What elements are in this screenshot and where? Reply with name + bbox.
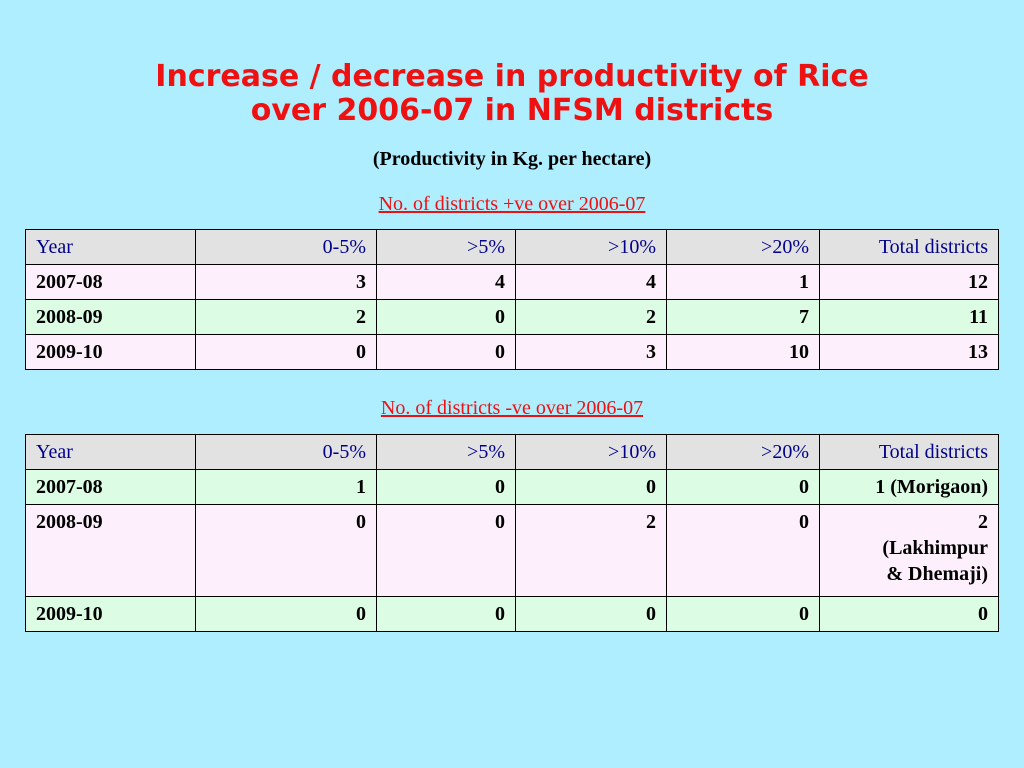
- column-header: >10%: [516, 230, 667, 265]
- table-cell: 11: [820, 300, 999, 335]
- table-cell: 3: [516, 335, 667, 370]
- table-cell: 2: [196, 300, 377, 335]
- title-line-1: Increase / decrease in productivity of Rice: [155, 59, 869, 94]
- table-cell: 0: [196, 335, 377, 370]
- table-header-row: [26, 230, 999, 265]
- table-cell: 12: [820, 265, 999, 300]
- table-cell: 1: [196, 470, 377, 505]
- table-cell: 0: [377, 597, 516, 632]
- column-header: >10%: [516, 435, 667, 470]
- table-row: [26, 335, 999, 370]
- table-cell: 2: [516, 505, 667, 597]
- table-cell: 0: [196, 597, 377, 632]
- table-cell: 4: [377, 265, 516, 300]
- table-cell: 0: [196, 505, 377, 597]
- year-cell: 2007-08: [26, 470, 196, 505]
- column-header: >20%: [667, 435, 820, 470]
- table-cell: 0: [377, 300, 516, 335]
- table-cell: 0: [667, 505, 820, 597]
- table-cell: 2: [516, 300, 667, 335]
- table-row: [26, 265, 999, 300]
- table-cell: 1 (Morigaon): [820, 470, 999, 505]
- year-cell: 2009-10: [26, 597, 196, 632]
- table-cell: 0: [377, 335, 516, 370]
- table-row: [26, 597, 999, 632]
- column-header: >20%: [667, 230, 820, 265]
- table-cell: 3: [196, 265, 377, 300]
- year-cell: 2008-09: [26, 300, 196, 335]
- column-header: >5%: [377, 230, 516, 265]
- table-header-row: [26, 435, 999, 470]
- page-title: [0, 60, 1024, 128]
- positive-districts-table: [25, 229, 999, 370]
- column-header: 0-5%: [196, 435, 377, 470]
- column-header: Total districts: [820, 230, 999, 265]
- table-cell: 1: [667, 265, 820, 300]
- year-cell: 2007-08: [26, 265, 196, 300]
- negative-section-heading: No. of districts -ve over 2006-07: [380, 397, 644, 419]
- table-cell: 13: [820, 335, 999, 370]
- column-header: Total districts: [820, 435, 999, 470]
- column-header: >5%: [377, 435, 516, 470]
- table-row: [26, 470, 999, 505]
- table-cell: 2 (Lakhimpur & Dhemaji): [820, 505, 999, 597]
- column-header: 0-5%: [196, 230, 377, 265]
- table-cell: 0: [820, 597, 999, 632]
- negative-districts-table: [25, 434, 999, 632]
- table-cell: 4: [516, 265, 667, 300]
- table-cell: 0: [516, 470, 667, 505]
- title-line-2: over 2006-07 in NFSM districts: [250, 93, 774, 128]
- column-header: Year: [26, 435, 196, 470]
- table-cell: 0: [667, 597, 820, 632]
- year-cell: 2008-09: [26, 505, 196, 597]
- year-cell: 2009-10: [26, 335, 196, 370]
- table-cell: 0: [667, 470, 820, 505]
- table-cell: 10: [667, 335, 820, 370]
- table-cell: 0: [516, 597, 667, 632]
- table-row: [26, 300, 999, 335]
- positive-section-heading: No. of districts +ve over 2006-07: [378, 193, 646, 215]
- table-cell: 0: [377, 470, 516, 505]
- table-cell: 0: [377, 505, 516, 597]
- table-cell: 7: [667, 300, 820, 335]
- page-subtitle: (Productivity in Kg. per hectare): [372, 148, 652, 170]
- column-header: Year: [26, 230, 196, 265]
- table-row: [26, 505, 999, 597]
